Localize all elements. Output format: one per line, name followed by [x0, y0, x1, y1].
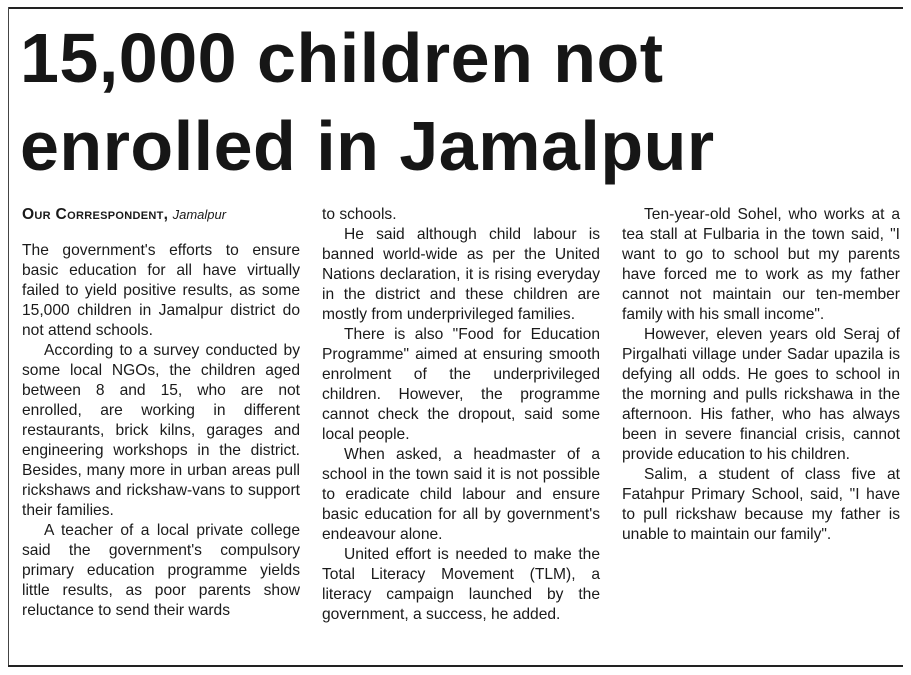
paragraph: Ten-year-old Sohel, who works at a tea stall at Fulbaria in the town said, "I want to go to school but my parents have forced me to work as my father cannot not maintain our ten-member family with his small income".: [622, 206, 900, 323]
paragraph: Salim, a student of class five at Fatahpur Primary School, said, "I have to pull rickshaw because my father is unable to maintain our family".: [622, 466, 900, 543]
article-column-1: [22, 205, 300, 621]
paragraph: However, eleven years old Seraj of Pirgalhati village under Sadar upazila is defying all odds. He goes to school in the morning and pulls rickshawa in the afternoon. His father, who has always been in severe financial crisis, cannot provide education to his children.: [622, 326, 900, 463]
headline-line-2: enrolled in Jamalpur: [20, 107, 715, 185]
top-rule: [8, 7, 903, 9]
bottom-rule: [8, 665, 903, 667]
paragraph: There is also "Food for Education Programme" aimed at ensuring smooth enrolment of the underprivileged children. However, the programme cannot check the dropout, said some local people.: [322, 326, 600, 443]
left-rule: [8, 7, 9, 665]
paragraph: to schools.: [322, 206, 397, 223]
byline-place: Jamalpur: [172, 207, 227, 222]
article-column-2: [322, 205, 600, 625]
paragraph: According to a survey conducted by some local NGOs, the children aged between 8 and 15, who are not enrolled, are working in different restaurants, brick kilns, garages and engineering workshops in the district. Besides, many more in urban areas pull rickshaws and rickshaw-vans to support their families.: [22, 342, 300, 519]
paragraph: When asked, a headmaster of a school in the town said it is not possible to eradicate child labour and ensure basic education for all by government's endeavour alone.: [322, 446, 600, 543]
paragraph: A teacher of a local private college said the government's compulsory primary education programme yields little results, as poor parents show reluctance to send their wards: [22, 522, 300, 619]
byline-author: Our Correspondent,: [22, 206, 169, 223]
paragraph: He said although child labour is banned world-wide as per the United Nations declaration, it is rising everyday in the district and these children are mostly from underprivileged families.: [322, 226, 600, 323]
article-column-3: [622, 205, 900, 545]
byline: [22, 205, 300, 225]
headline: [20, 14, 900, 190]
paragraph: The government's efforts to ensure basic education for all have virtually failed to yield positive results, as some 15,000 children in Jamalpur district do not attend schools.: [22, 242, 300, 339]
paragraph: United effort is needed to make the Total Literacy Movement (TLM), a literacy campaign launched by the government, a success, he added.: [322, 546, 600, 623]
headline-line-1: 15,000 children not: [20, 19, 664, 97]
